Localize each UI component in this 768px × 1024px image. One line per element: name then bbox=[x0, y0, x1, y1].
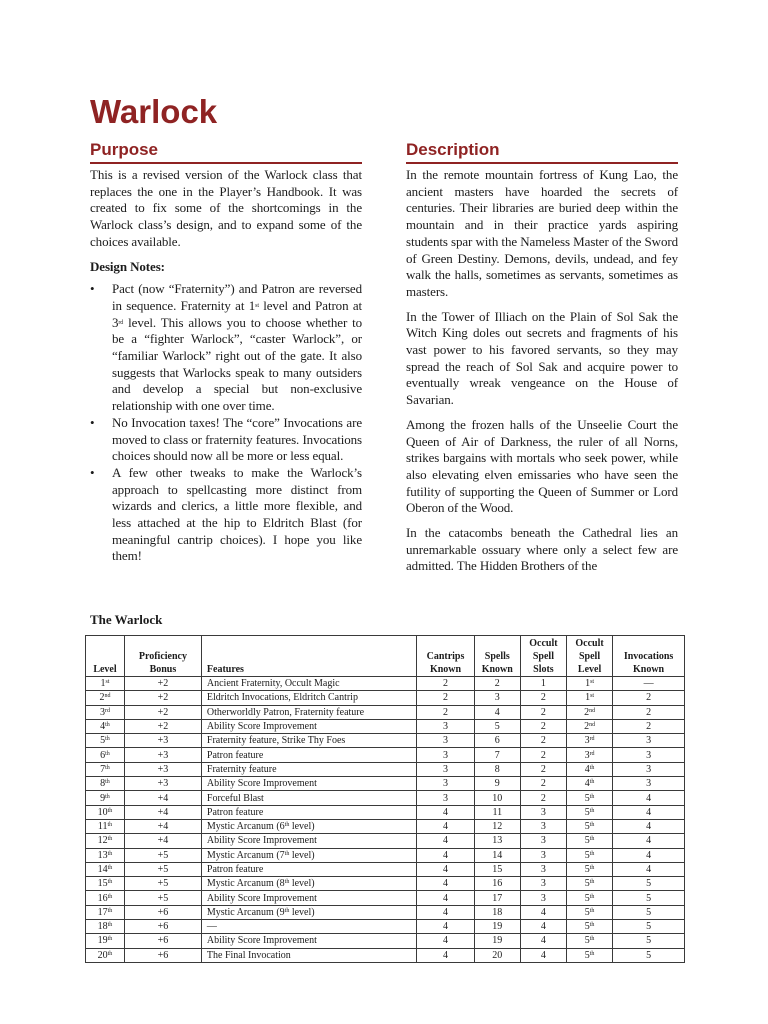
header-spells: Spells Known bbox=[474, 636, 520, 677]
cell-proficiency: +3 bbox=[124, 748, 201, 762]
cell-spells: 19 bbox=[474, 934, 520, 948]
cell-slots: 2 bbox=[520, 791, 566, 805]
cell-slots: 4 bbox=[520, 905, 566, 919]
cell-spells: 5 bbox=[474, 719, 520, 733]
cell-cantrips: 4 bbox=[417, 862, 474, 876]
cell-proficiency: +6 bbox=[124, 934, 201, 948]
cell-level: 8th bbox=[86, 777, 125, 791]
table-row bbox=[86, 834, 685, 848]
design-notes-heading: Design Notes: bbox=[90, 258, 165, 274]
description-section bbox=[406, 139, 678, 583]
cell-cantrips: 2 bbox=[417, 691, 474, 705]
cell-invocations: 3 bbox=[613, 748, 685, 762]
cell-features: The Final Invocation bbox=[201, 948, 416, 962]
cell-cantrips: 4 bbox=[417, 819, 474, 833]
cell-slots: 3 bbox=[520, 848, 566, 862]
cell-slots: 3 bbox=[520, 862, 566, 876]
cell-proficiency: +2 bbox=[124, 677, 201, 691]
purpose-heading: Purpose bbox=[90, 139, 362, 164]
cell-invocations: 2 bbox=[613, 691, 685, 705]
table-row bbox=[86, 862, 685, 876]
cell-slot-level: 4th bbox=[567, 777, 613, 791]
cell-slots: 2 bbox=[520, 719, 566, 733]
cell-invocations: 5 bbox=[613, 948, 685, 962]
cell-slots: 1 bbox=[520, 677, 566, 691]
cell-spells: 13 bbox=[474, 834, 520, 848]
cell-cantrips: 3 bbox=[417, 734, 474, 748]
purpose-section bbox=[90, 139, 362, 565]
cell-invocations: 5 bbox=[613, 934, 685, 948]
cell-proficiency: +3 bbox=[124, 734, 201, 748]
cell-level: 5th bbox=[86, 734, 125, 748]
cell-invocations: 5 bbox=[613, 920, 685, 934]
description-heading: Description bbox=[406, 139, 678, 164]
cell-cantrips: 2 bbox=[417, 677, 474, 691]
bullet-icon: • bbox=[90, 464, 95, 480]
cell-cantrips: 3 bbox=[417, 719, 474, 733]
table-row bbox=[86, 805, 685, 819]
cell-proficiency: +5 bbox=[124, 862, 201, 876]
table-row bbox=[86, 777, 685, 791]
cell-invocations: 3 bbox=[613, 734, 685, 748]
cell-spells: 16 bbox=[474, 877, 520, 891]
cell-proficiency: +5 bbox=[124, 848, 201, 862]
cell-level: 18th bbox=[86, 920, 125, 934]
header-slot-level: Occult Spell Level bbox=[567, 636, 613, 677]
cell-invocations: 3 bbox=[613, 762, 685, 776]
cell-spells: 7 bbox=[474, 748, 520, 762]
table-row bbox=[86, 891, 685, 905]
cell-features: Eldritch Invocations, Eldritch Cantrip bbox=[201, 691, 416, 705]
cell-invocations: 4 bbox=[613, 848, 685, 862]
cell-slot-level: 5th bbox=[567, 920, 613, 934]
cell-slots: 3 bbox=[520, 891, 566, 905]
cell-invocations: 4 bbox=[613, 791, 685, 805]
cell-invocations: — bbox=[613, 677, 685, 691]
cell-level: 9th bbox=[86, 791, 125, 805]
table-row bbox=[86, 934, 685, 948]
cell-slots: 2 bbox=[520, 734, 566, 748]
header-invocations: Invocations Known bbox=[613, 636, 685, 677]
cell-features: Fraternity feature, Strike Thy Foes bbox=[201, 734, 416, 748]
cell-features: — bbox=[201, 920, 416, 934]
cell-cantrips: 3 bbox=[417, 791, 474, 805]
cell-slot-level: 5th bbox=[567, 862, 613, 876]
cell-cantrips: 4 bbox=[417, 848, 474, 862]
cell-slot-level: 5th bbox=[567, 834, 613, 848]
cell-features: Mystic Arcanum (9th level) bbox=[201, 905, 416, 919]
cell-slots: 2 bbox=[520, 748, 566, 762]
cell-level: 15th bbox=[86, 877, 125, 891]
description-paragraph: In the catacombs beneath the Cathedral lies an unremarkable ossuary where only a select few are admitted. The Hidden Brothers of the bbox=[406, 525, 678, 574]
cell-features: Ancient Fraternity, Occult Magic bbox=[201, 677, 416, 691]
header-features: Features bbox=[201, 636, 416, 677]
table-header-row bbox=[86, 636, 685, 677]
cell-spells: 10 bbox=[474, 791, 520, 805]
table-row bbox=[86, 762, 685, 776]
cell-features: Fraternity feature bbox=[201, 762, 416, 776]
cell-invocations: 3 bbox=[613, 777, 685, 791]
cell-invocations: 5 bbox=[613, 891, 685, 905]
cell-cantrips: 3 bbox=[417, 748, 474, 762]
table-row bbox=[86, 791, 685, 805]
cell-level: 11th bbox=[86, 819, 125, 833]
table-row bbox=[86, 819, 685, 833]
design-notes-list bbox=[90, 281, 362, 565]
cell-level: 2nd bbox=[86, 691, 125, 705]
cell-features: Patron feature bbox=[201, 805, 416, 819]
cell-slot-level: 1st bbox=[567, 691, 613, 705]
cell-spells: 15 bbox=[474, 862, 520, 876]
description-paragraph: In the remote mountain fortress of Kung Lao, the ancient masters have hoarded the secrets of centuries. Their libraries are buried deep within the mountain and in their practice yards aspiring students spar with the Nameless Master of the Sword of Green Destiny. Demons, devils, undead, and fey walk the halls, sometimes as servants, sometimes as masters. bbox=[406, 167, 678, 299]
cell-cantrips: 4 bbox=[417, 920, 474, 934]
cell-invocations: 4 bbox=[613, 862, 685, 876]
cell-slots: 4 bbox=[520, 920, 566, 934]
cell-spells: 9 bbox=[474, 777, 520, 791]
cell-slot-level: 5th bbox=[567, 891, 613, 905]
table-row bbox=[86, 677, 685, 691]
cell-level: 10th bbox=[86, 805, 125, 819]
header-proficiency: Proficiency Bonus bbox=[124, 636, 201, 677]
cell-slots: 3 bbox=[520, 805, 566, 819]
cell-proficiency: +2 bbox=[124, 705, 201, 719]
cell-invocations: 2 bbox=[613, 705, 685, 719]
table-row bbox=[86, 877, 685, 891]
design-note-text: Pact (now “Fraternity”) and Patron are reversed in sequence. Fraternity at 1st level and Patron at 3rd level. This allows you to choose whether to be a “fighter Warlock”, “caster Warlock”, or “familiar Warlock” right out of the gate. It also suggests that Warlocks speak to many outsiders and develop a special but non-exclusive relationship with one over time. bbox=[112, 281, 362, 414]
cell-invocations: 2 bbox=[613, 719, 685, 733]
cell-slot-level: 5th bbox=[567, 791, 613, 805]
cell-cantrips: 4 bbox=[417, 905, 474, 919]
cell-slot-level: 1st bbox=[567, 677, 613, 691]
cell-spells: 12 bbox=[474, 819, 520, 833]
cell-proficiency: +4 bbox=[124, 791, 201, 805]
cell-cantrips: 4 bbox=[417, 805, 474, 819]
design-note bbox=[90, 465, 362, 565]
cell-spells: 14 bbox=[474, 848, 520, 862]
cell-features: Patron feature bbox=[201, 748, 416, 762]
cell-spells: 3 bbox=[474, 691, 520, 705]
bullet-icon: • bbox=[90, 414, 95, 430]
cell-spells: 2 bbox=[474, 677, 520, 691]
cell-invocations: 5 bbox=[613, 877, 685, 891]
design-note-text: No Invocation taxes! The “core” Invocations are moved to class or fraternity features. Invocations choices should now all be more or less equal. bbox=[112, 414, 362, 464]
header-level: Level bbox=[86, 636, 125, 677]
cell-proficiency: +4 bbox=[124, 834, 201, 848]
table-row bbox=[86, 719, 685, 733]
cell-proficiency: +3 bbox=[124, 777, 201, 791]
cell-spells: 11 bbox=[474, 805, 520, 819]
design-note bbox=[90, 281, 362, 415]
cell-level: 13th bbox=[86, 848, 125, 862]
cell-slot-level: 5th bbox=[567, 877, 613, 891]
table-row bbox=[86, 748, 685, 762]
cell-cantrips: 4 bbox=[417, 834, 474, 848]
cell-cantrips: 4 bbox=[417, 891, 474, 905]
page-title: Warlock bbox=[90, 93, 218, 130]
cell-slots: 2 bbox=[520, 691, 566, 705]
table-title: The Warlock bbox=[90, 612, 163, 627]
cell-slot-level: 5th bbox=[567, 905, 613, 919]
table-row bbox=[86, 691, 685, 705]
purpose-text: This is a revised version of the Warlock class that replaces the one in the Player’s Handbook. It was created to fix some of the shortcomings in the Warlock class’s design, and to expand some of the choices available. bbox=[90, 167, 362, 249]
cell-features: Ability Score Improvement bbox=[201, 777, 416, 791]
cell-slot-level: 3rd bbox=[567, 734, 613, 748]
cell-features: Mystic Arcanum (6th level) bbox=[201, 819, 416, 833]
cell-slot-level: 2nd bbox=[567, 705, 613, 719]
table-row bbox=[86, 705, 685, 719]
cell-slot-level: 5th bbox=[567, 948, 613, 962]
cell-slots: 3 bbox=[520, 834, 566, 848]
cell-level: 1st bbox=[86, 677, 125, 691]
table-row bbox=[86, 905, 685, 919]
cell-proficiency: +6 bbox=[124, 905, 201, 919]
cell-slot-level: 3rd bbox=[567, 748, 613, 762]
table-row bbox=[86, 948, 685, 962]
cell-features: Mystic Arcanum (7th level) bbox=[201, 848, 416, 862]
cell-spells: 20 bbox=[474, 948, 520, 962]
cell-cantrips: 4 bbox=[417, 877, 474, 891]
cell-slot-level: 5th bbox=[567, 819, 613, 833]
cell-spells: 17 bbox=[474, 891, 520, 905]
cell-slots: 4 bbox=[520, 948, 566, 962]
cell-slot-level: 5th bbox=[567, 934, 613, 948]
cell-cantrips: 4 bbox=[417, 948, 474, 962]
cell-proficiency: +2 bbox=[124, 719, 201, 733]
cell-level: 6th bbox=[86, 748, 125, 762]
cell-invocations: 4 bbox=[613, 834, 685, 848]
cell-proficiency: +6 bbox=[124, 920, 201, 934]
cell-slots: 3 bbox=[520, 877, 566, 891]
cell-spells: 8 bbox=[474, 762, 520, 776]
table-row bbox=[86, 734, 685, 748]
cell-proficiency: +4 bbox=[124, 805, 201, 819]
cell-proficiency: +4 bbox=[124, 819, 201, 833]
cell-level: 20th bbox=[86, 948, 125, 962]
cell-features: Ability Score Improvement bbox=[201, 719, 416, 733]
cell-level: 3rd bbox=[86, 705, 125, 719]
cell-slot-level: 4th bbox=[567, 762, 613, 776]
cell-slots: 2 bbox=[520, 762, 566, 776]
cell-invocations: 5 bbox=[613, 905, 685, 919]
cell-slot-level: 5th bbox=[567, 848, 613, 862]
cell-features: Mystic Arcanum (8th level) bbox=[201, 877, 416, 891]
cell-level: 4th bbox=[86, 719, 125, 733]
cell-cantrips: 2 bbox=[417, 705, 474, 719]
header-cantrips: Cantrips Known bbox=[417, 636, 474, 677]
cell-spells: 4 bbox=[474, 705, 520, 719]
cell-features: Ability Score Improvement bbox=[201, 891, 416, 905]
cell-slots: 3 bbox=[520, 819, 566, 833]
cell-level: 16th bbox=[86, 891, 125, 905]
header-slots: Occult Spell Slots bbox=[520, 636, 566, 677]
cell-slot-level: 2nd bbox=[567, 719, 613, 733]
cell-level: 19th bbox=[86, 934, 125, 948]
description-paragraph: Among the frozen halls of the Unseelie Court the Queen of Air of Darkness, the ruler of all Norns, strikes bargains with mortals who seek power, while also elevating elven emissaries who have seen the futility of supporting the Queen of Summer or Lord Oberon of the Wood. bbox=[406, 416, 678, 516]
cell-slots: 2 bbox=[520, 777, 566, 791]
cell-spells: 18 bbox=[474, 905, 520, 919]
cell-slots: 2 bbox=[520, 705, 566, 719]
cell-features: Otherworldly Patron, Fraternity feature bbox=[201, 705, 416, 719]
cell-spells: 6 bbox=[474, 734, 520, 748]
cell-proficiency: +3 bbox=[124, 762, 201, 776]
table-row bbox=[86, 920, 685, 934]
cell-proficiency: +5 bbox=[124, 877, 201, 891]
cell-level: 14th bbox=[86, 862, 125, 876]
cell-proficiency: +5 bbox=[124, 891, 201, 905]
bullet-icon: • bbox=[90, 281, 95, 297]
design-note-text: A few other tweaks to make the Warlock’s approach to spellcasting more distinct from wizards and clerics, a little more flexible, and less attached at the hip to Eldritch Blast (for meaningful cantrip choices). I hope you like them! bbox=[112, 464, 362, 564]
cell-level: 7th bbox=[86, 762, 125, 776]
cell-invocations: 4 bbox=[613, 819, 685, 833]
cell-cantrips: 4 bbox=[417, 934, 474, 948]
cell-spells: 19 bbox=[474, 920, 520, 934]
cell-features: Patron feature bbox=[201, 862, 416, 876]
cell-proficiency: +6 bbox=[124, 948, 201, 962]
description-paragraph: In the Tower of Illiach on the Plain of Sol Sak the Witch King doles out secrets and fragments of his vast power to his favored servants, so they may spread the reach of Sol Sak and acquire power to eventually wreak vengeance on the House of Savarian. bbox=[406, 308, 678, 408]
design-note bbox=[90, 415, 362, 465]
cell-proficiency: +2 bbox=[124, 691, 201, 705]
cell-invocations: 4 bbox=[613, 805, 685, 819]
cell-cantrips: 3 bbox=[417, 777, 474, 791]
cell-level: 17th bbox=[86, 905, 125, 919]
cell-features: Ability Score Improvement bbox=[201, 834, 416, 848]
cell-slot-level: 5th bbox=[567, 805, 613, 819]
cell-level: 12th bbox=[86, 834, 125, 848]
cell-features: Ability Score Improvement bbox=[201, 934, 416, 948]
cell-cantrips: 3 bbox=[417, 762, 474, 776]
cell-features: Forceful Blast bbox=[201, 791, 416, 805]
table-row bbox=[86, 848, 685, 862]
cell-slots: 4 bbox=[520, 934, 566, 948]
warlock-level-table bbox=[85, 635, 685, 963]
